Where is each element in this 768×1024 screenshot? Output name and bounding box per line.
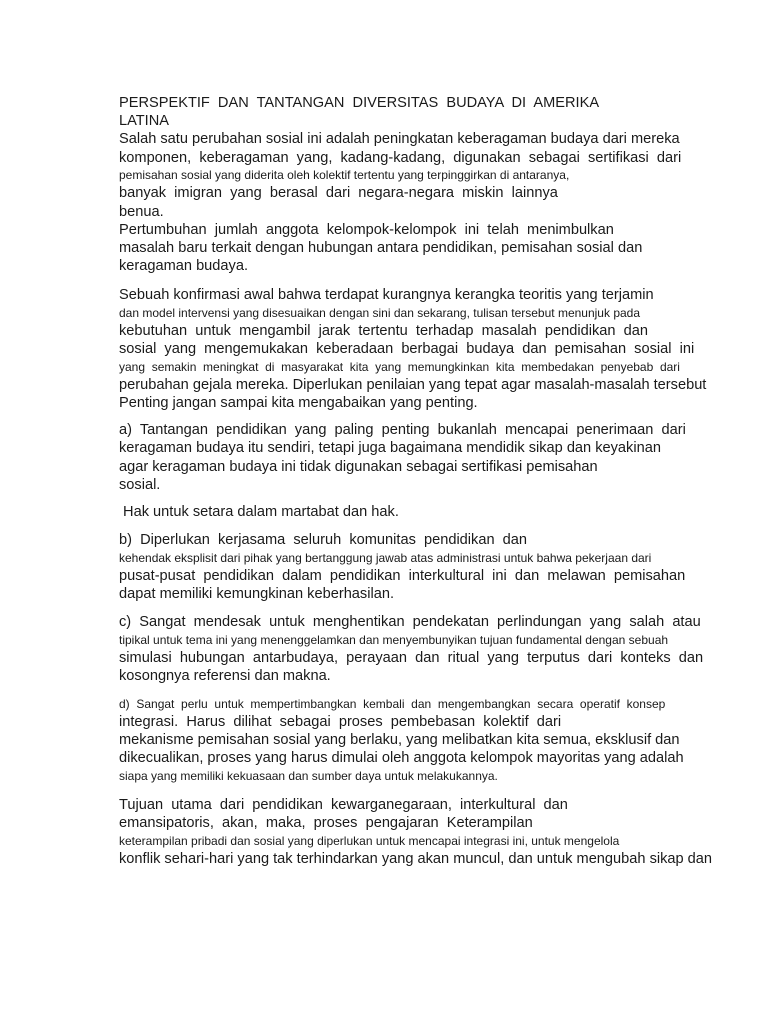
document-title-line-1: PERSPEKTIF DAN TANTANGAN DIVERSITAS BUDAYA DI AMERIKA: [119, 95, 600, 111]
text-line: integrasi. Harus dilihat sebagai proses pembebasan kolektif dari: [119, 714, 562, 730]
text-line: benua.: [119, 204, 164, 220]
text-line: masalah baru terkait dengan hubungan antara pendidikan, pemisahan sosial dan: [119, 240, 643, 256]
text-line: konflik sehari-hari yang tak terhindarkan yang akan muncul, dan untuk mengubah sikap dan: [119, 851, 713, 867]
text-line: emansipatoris, akan, maka, proses pengajaran Keterampilan: [119, 815, 533, 831]
text-line: kosongnya referensi dan makna.: [119, 668, 331, 684]
text-line: dapat memiliki kemungkinan keberhasilan.: [119, 586, 394, 602]
text-line: Salah satu perubahan sosial ini adalah peningkatan keberagaman budaya dari mereka: [119, 131, 680, 147]
text-line: c) Sangat mendesak untuk menghentikan pendekatan perlindungan yang salah atau: [119, 614, 701, 630]
text-line: sosial.: [119, 477, 161, 493]
text-line: kehendak eksplisit dari pihak yang bertanggung jawab atas administrasi untuk bahwa pekerjaan dari: [119, 551, 652, 565]
text-line: komponen, keberagaman yang, kadang-kadang, digunakan sebagai sertifikasi dari: [119, 150, 682, 166]
text-line: keragaman budaya.: [119, 258, 248, 274]
text-line: agar keragaman budaya ini tidak digunakan sebagai sertifikasi pemisahan: [119, 459, 598, 475]
text-line: siapa yang memiliki kekuasaan dan sumber daya untuk melakukannya.: [119, 769, 498, 783]
text-line: sosial yang mengemukakan keberadaan berbagai budaya dan pemisahan sosial ini: [119, 341, 695, 357]
text-line: dikecualikan, proses yang harus dimulai oleh anggota kelompok mayoritas yang adalah: [119, 750, 684, 766]
text-line: banyak imigran yang berasal dari negara-negara miskin lainnya: [119, 185, 558, 201]
text-line: Sebuah konfirmasi awal bahwa terdapat kurangnya kerangka teoritis yang terjamin: [119, 287, 654, 303]
text-line: Pertumbuhan jumlah anggota kelompok-kelompok ini telah menimbulkan: [119, 222, 614, 238]
text-line: pusat-pusat pendidikan dalam pendidikan interkultural ini dan melawan pemisahan: [119, 568, 686, 584]
text-line: simulasi hubungan antarbudaya, perayaan dan ritual yang terputus dari konteks dan: [119, 650, 704, 666]
text-line: keragaman budaya itu sendiri, tetapi juga bagaimana mendidik sikap dan keyakinan: [119, 440, 661, 456]
text-line: a) Tantangan pendidikan yang paling penting bukanlah mencapai penerimaan dari: [119, 422, 686, 438]
text-line: kebutuhan untuk mengambil jarak tertentu terhadap masalah pendidikan dan: [119, 323, 648, 339]
text-line: pemisahan sosial yang diderita oleh kolektif tertentu yang terpinggirkan di antaranya,: [119, 168, 570, 182]
text-line: keterampilan pribadi dan sosial yang diperlukan untuk mencapai integrasi ini, untuk mengelola: [119, 834, 620, 848]
text-line: yang semakin meningkat di masyarakat kita yang memungkinkan kita membedakan penyebab dari: [119, 360, 680, 374]
document-title-line-2: LATINA: [119, 113, 170, 129]
text-line: Tujuan utama dari pendidikan kewarganegaraan, interkultural dan: [119, 797, 568, 813]
text-line: d) Sangat perlu untuk mempertimbangkan kembali dan mengembangkan secara operatif konsep: [119, 697, 666, 711]
text-line: Penting jangan sampai kita mengabaikan yang penting.: [119, 395, 478, 411]
text-line: Hak untuk setara dalam martabat dan hak.: [119, 504, 399, 520]
text-line: mekanisme pemisahan sosial yang berlaku, yang melibatkan kita semua, eksklusif dan: [119, 732, 680, 748]
text-line: dan model intervensi yang disesuaikan dengan sini dan sekarang, tulisan tersebut menunjuk pada: [119, 306, 641, 320]
text-line: tipikal untuk tema ini yang menenggelamkan dan menyembunyikan tujuan fundamental dengan sebuah: [119, 633, 669, 647]
text-line: b) Diperlukan kerjasama seluruh komunitas pendidikan dan: [119, 532, 528, 548]
text-line: perubahan gejala mereka. Diperlukan penilaian yang tepat agar masalah-masalah tersebut: [119, 377, 707, 393]
